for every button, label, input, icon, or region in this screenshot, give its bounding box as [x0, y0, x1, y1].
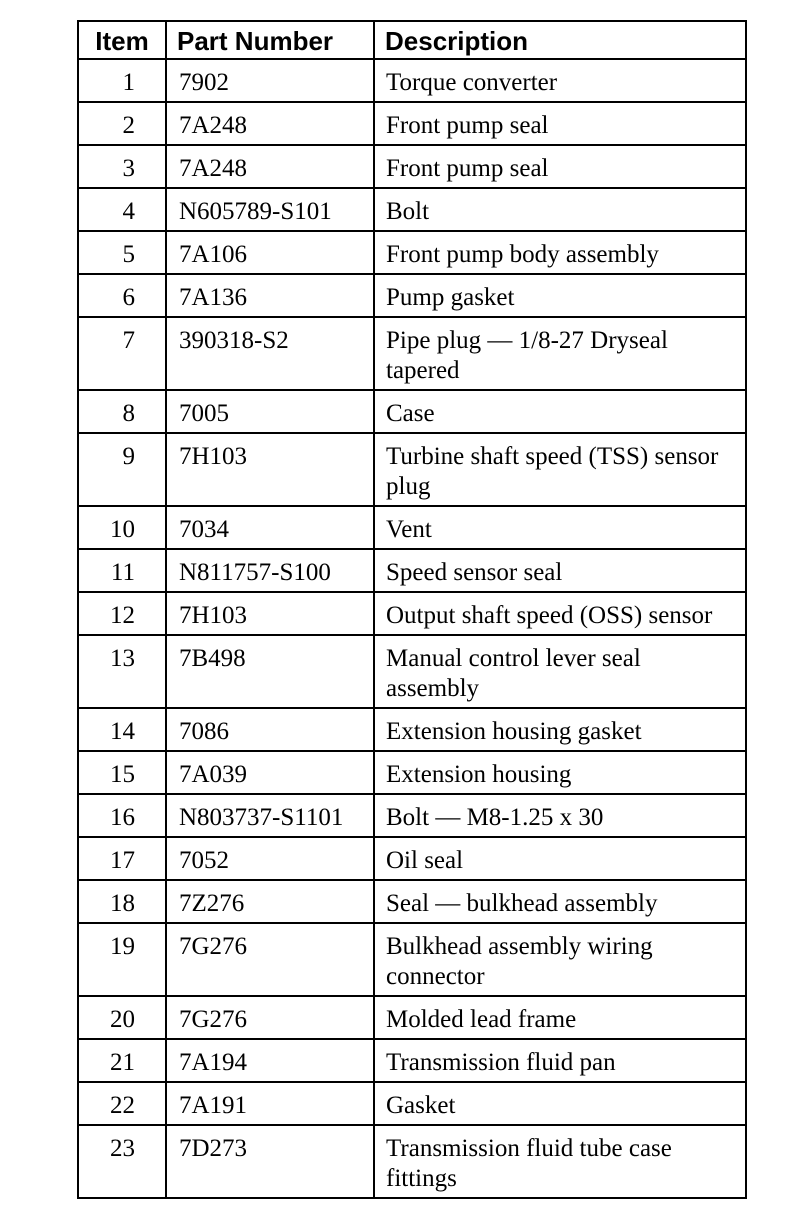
part-number-cell: 7A248: [166, 145, 374, 188]
part-number-cell: 7005: [166, 390, 374, 433]
part-number-cell: 7G276: [166, 996, 374, 1039]
item-cell: 12: [78, 592, 166, 635]
part-number-cell: 7Z276: [166, 880, 374, 923]
table-row: [78, 231, 746, 274]
part-number-cell: 7G276: [166, 923, 374, 996]
description-cell: Bulkhead assembly wiring connector: [374, 923, 746, 996]
table-row: [78, 996, 746, 1039]
part-number-cell: 7A194: [166, 1039, 374, 1082]
description-cell: Front pump body assembly: [374, 231, 746, 274]
item-cell: 20: [78, 996, 166, 1039]
header-part-number: Part Number: [166, 21, 374, 59]
item-cell: 2: [78, 102, 166, 145]
description-cell: Seal — bulkhead assembly: [374, 880, 746, 923]
description-cell: Speed sensor seal: [374, 549, 746, 592]
item-cell: 4: [78, 188, 166, 231]
table-row: [78, 145, 746, 188]
part-number-cell: 7A248: [166, 102, 374, 145]
description-cell: Molded lead frame: [374, 996, 746, 1039]
item-cell: 16: [78, 794, 166, 837]
table-row: [78, 317, 746, 390]
table-row: [78, 794, 746, 837]
part-number-cell: N803737-S1101: [166, 794, 374, 837]
description-cell: Case: [374, 390, 746, 433]
description-cell: Bolt: [374, 188, 746, 231]
part-number-cell: 7H103: [166, 433, 374, 506]
part-number-cell: 7H103: [166, 592, 374, 635]
parts-table: [77, 20, 747, 1199]
part-number-cell: 7052: [166, 837, 374, 880]
item-cell: 17: [78, 837, 166, 880]
part-number-cell: 7086: [166, 708, 374, 751]
description-cell: Torque converter: [374, 59, 746, 102]
header-row: [78, 21, 746, 59]
description-cell: Front pump seal: [374, 102, 746, 145]
table-row: [78, 923, 746, 996]
table-row: [78, 751, 746, 794]
item-cell: 6: [78, 274, 166, 317]
part-number-cell: 7034: [166, 506, 374, 549]
item-cell: 14: [78, 708, 166, 751]
table-row: [78, 274, 746, 317]
part-number-cell: 7B498: [166, 635, 374, 708]
description-cell: Turbine shaft speed (TSS) sensor plug: [374, 433, 746, 506]
item-cell: 23: [78, 1125, 166, 1198]
item-cell: 13: [78, 635, 166, 708]
description-cell: Pump gasket: [374, 274, 746, 317]
description-cell: Output shaft speed (OSS) sensor: [374, 592, 746, 635]
table-row: [78, 188, 746, 231]
description-cell: Manual control lever seal assembly: [374, 635, 746, 708]
part-number-cell: 7902: [166, 59, 374, 102]
item-cell: 18: [78, 880, 166, 923]
item-cell: 1: [78, 59, 166, 102]
part-number-cell: 7A136: [166, 274, 374, 317]
part-number-cell: 7A191: [166, 1082, 374, 1125]
item-cell: 10: [78, 506, 166, 549]
description-cell: Gasket: [374, 1082, 746, 1125]
part-number-cell: 390318-S2: [166, 317, 374, 390]
item-cell: 19: [78, 923, 166, 996]
part-number-cell: N605789-S101: [166, 188, 374, 231]
table-row: [78, 102, 746, 145]
table-row: [78, 549, 746, 592]
description-cell: Oil seal: [374, 837, 746, 880]
table-row: [78, 59, 746, 102]
table-row: [78, 635, 746, 708]
description-cell: Transmission fluid tube case fittings: [374, 1125, 746, 1198]
table-row: [78, 433, 746, 506]
part-number-cell: 7A039: [166, 751, 374, 794]
item-cell: 8: [78, 390, 166, 433]
table-row: [78, 1082, 746, 1125]
table-row: [78, 837, 746, 880]
description-cell: Bolt — M8-1.25 x 30: [374, 794, 746, 837]
header-description: Description: [374, 21, 746, 59]
description-cell: Extension housing gasket: [374, 708, 746, 751]
item-cell: 9: [78, 433, 166, 506]
header-item: Item: [78, 21, 166, 59]
part-number-cell: 7D273: [166, 1125, 374, 1198]
description-cell: Front pump seal: [374, 145, 746, 188]
description-cell: Vent: [374, 506, 746, 549]
item-cell: 5: [78, 231, 166, 274]
part-number-cell: 7A106: [166, 231, 374, 274]
item-cell: 3: [78, 145, 166, 188]
table-row: [78, 1125, 746, 1198]
item-cell: 21: [78, 1039, 166, 1082]
item-cell: 11: [78, 549, 166, 592]
description-cell: Extension housing: [374, 751, 746, 794]
part-number-cell: N811757-S100: [166, 549, 374, 592]
item-cell: 15: [78, 751, 166, 794]
item-cell: 22: [78, 1082, 166, 1125]
table-row: [78, 708, 746, 751]
description-cell: Pipe plug — 1/8-27 Dryseal tapered: [374, 317, 746, 390]
table-row: [78, 592, 746, 635]
description-cell: Transmission fluid pan: [374, 1039, 746, 1082]
item-cell: 7: [78, 317, 166, 390]
table-row: [78, 506, 746, 549]
table-row: [78, 880, 746, 923]
table-row: [78, 1039, 746, 1082]
table-row: [78, 390, 746, 433]
